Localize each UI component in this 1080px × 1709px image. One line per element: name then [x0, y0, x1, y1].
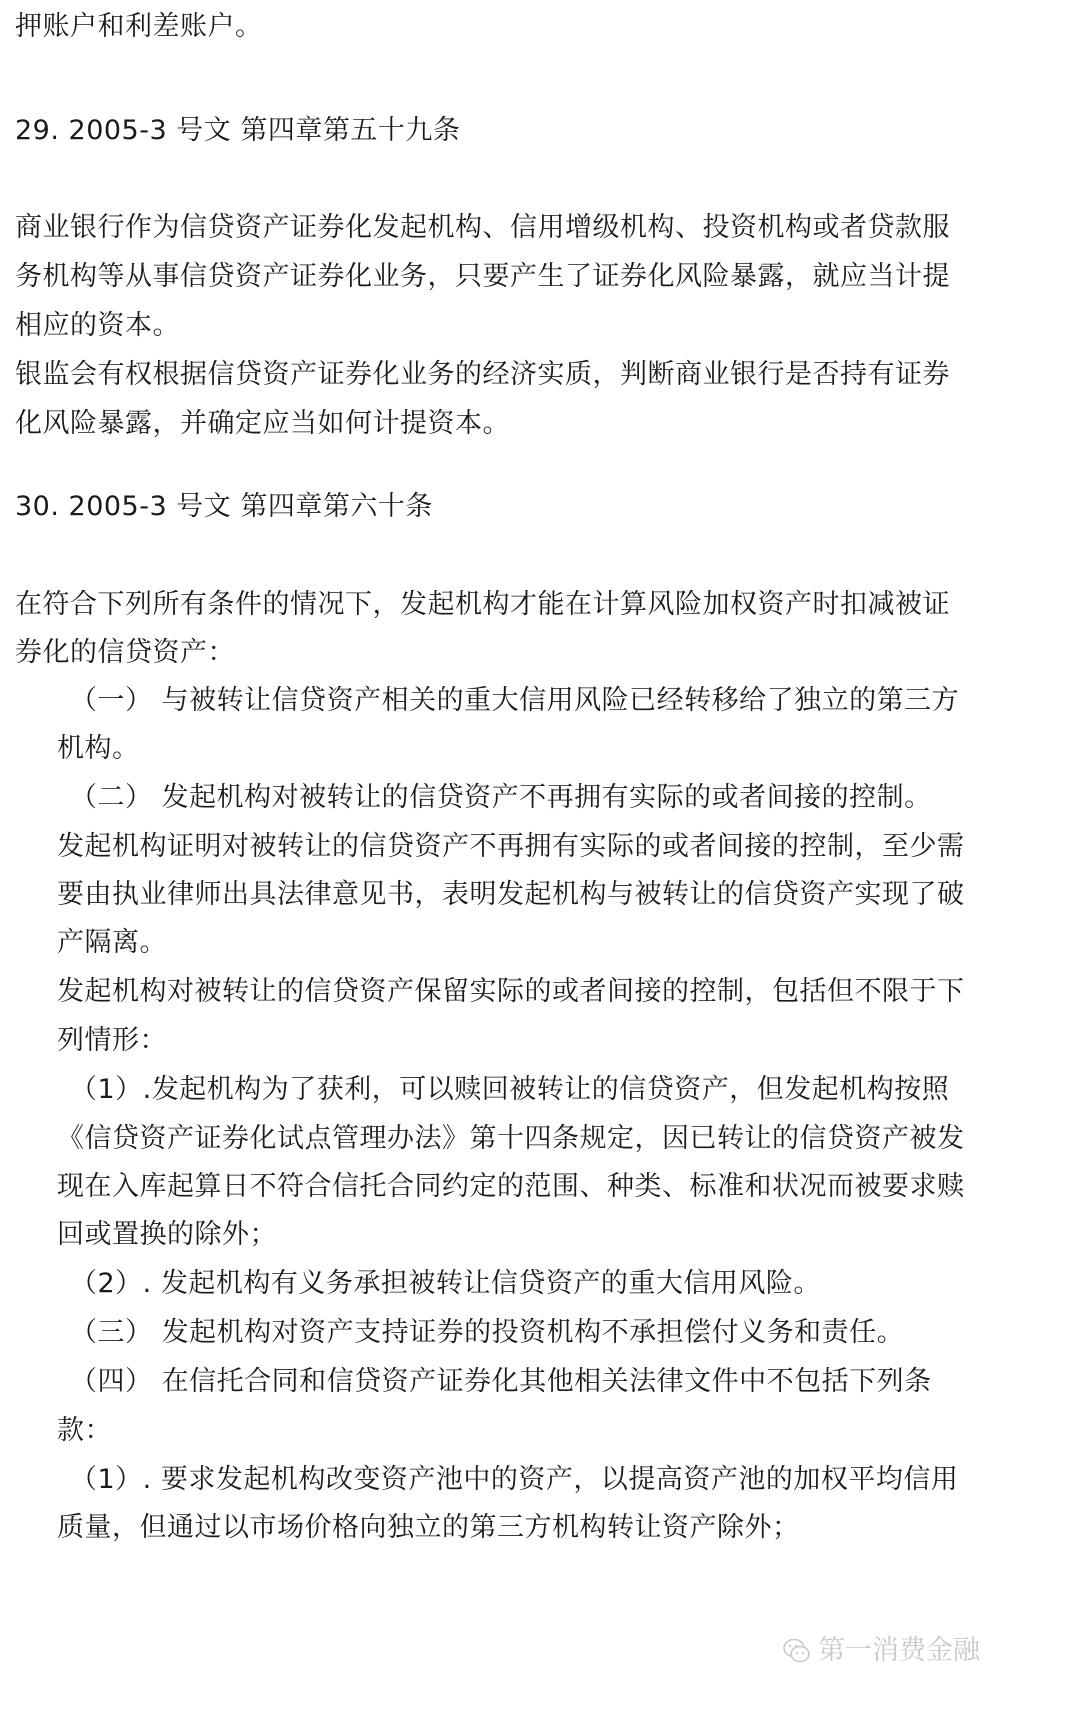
paragraph-line: 相应的资本。: [15, 310, 180, 341]
paragraph-line: 款：: [57, 1415, 112, 1446]
article-heading-30: 30. 2005-3 号文 第四章第六十条: [15, 491, 433, 522]
paragraph-line: 列情形：: [57, 1025, 167, 1056]
clause-item-4: （四） 在信托合同和信贷资产证券化其他相关法律文件中不包括下列条: [70, 1366, 932, 1397]
sub-clause-item-1: （1）.发起机构为了获利，可以赎回被转让的信贷资产，但发起机构按照: [70, 1074, 950, 1105]
paragraph-line: 机构。: [57, 733, 140, 764]
watermark-text: 第一消费金融: [818, 1635, 980, 1666]
paragraph-line: 《信贷资产证券化试点管理办法》第十四条规定，因已转让的信贷资产被发: [57, 1123, 965, 1154]
paragraph-line: 现在入库起算日不符合信托合同约定的范围、种类、标准和状况而被要求赎: [57, 1171, 965, 1202]
paragraph-line: 产隔离。: [57, 927, 167, 958]
watermark: [782, 1631, 980, 1671]
paragraph-line: 要由执业律师出具法律意见书，表明发起机构与被转让的信贷资产实现了破: [57, 879, 965, 910]
paragraph-line: 券化的信贷资产：: [15, 637, 235, 668]
article-heading-29: 29. 2005-3 号文 第四章第五十九条: [15, 115, 461, 146]
paragraph-line: 务机构等从事信贷资产证券化业务，只要产生了证券化风险暴露，就应当计提: [15, 261, 950, 292]
paragraph-line: 押账户和利差账户。: [15, 11, 263, 42]
paragraph-line: 商业银行作为信贷资产证券化发起机构、信用增级机构、投资机构或者贷款服: [15, 212, 950, 243]
paragraph-line: 质量，但通过以市场价格向独立的第三方机构转让资产除外；: [57, 1512, 800, 1543]
sub-clause-item-1b: （1）. 要求发起机构改变资产池中的资产，以提高资产池的加权平均信用: [70, 1464, 959, 1495]
paragraph-line: 银监会有权根据信贷资产证券化业务的经济实质，判断商业银行是否持有证券: [15, 359, 950, 390]
sub-clause-item-2: （2）. 发起机构有义务承担被转让信贷资产的重大信用风险。: [70, 1268, 821, 1299]
wechat-icon: [782, 1636, 812, 1666]
clause-item-1: （一） 与被转让信贷资产相关的重大信用风险已经转移给了独立的第三方: [70, 685, 960, 716]
paragraph-line: 发起机构证明对被转让的信贷资产不再拥有实际的或者间接的控制，至少需: [57, 831, 965, 862]
paragraph-line: 在符合下列所有条件的情况下，发起机构才能在计算风险加权资产时扣减被证: [15, 589, 950, 620]
paragraph-line: 发起机构对被转让的信贷资产保留实际的或者间接的控制，包括但不限于下: [57, 976, 965, 1007]
paragraph-line: 回或置换的除外；: [57, 1219, 277, 1250]
clause-item-3: （三） 发起机构对资产支持证券的投资机构不承担偿付义务和责任。: [70, 1317, 905, 1348]
paragraph-line: 化风险暴露，并确定应当如何计提资本。: [15, 408, 510, 439]
clause-item-2: （二） 发起机构对被转让的信贷资产不再拥有实际的或者间接的控制。: [70, 782, 932, 813]
